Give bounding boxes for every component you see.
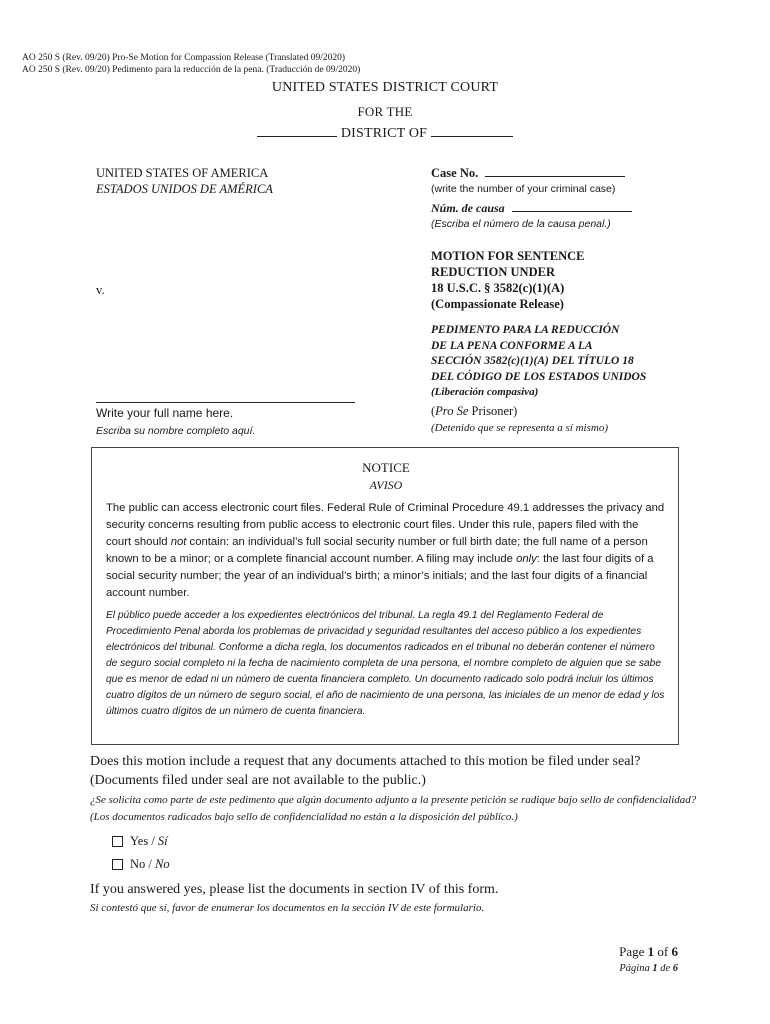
pagina-current: 1 [652,963,658,974]
yes-checkbox[interactable] [112,836,123,847]
motion-title-en-line: REDUCTION UNDER [431,265,555,279]
form-id-line-es: AO 250 S (Rev. 09/20) Pedimento para la reducción de la pena. (Traducción de 09/2020) [22,65,361,75]
pagina-total: 6 [672,963,678,974]
motion-title-es-line: PEDIMENTO PARA LA REDUCCIÓN [431,324,620,336]
notice-title-en: NOTICE [362,460,410,475]
no-option[interactable] [112,857,170,872]
case-no-row [431,166,625,181]
case-no-label: Case No. [431,166,479,180]
notice-paragraph-es: El público puede acceder a los expedientes electrónicos del tribunal. La regla 49.1 del Reglamento Federal de Procedimiento Penal aborda los problemas de privacidad y seguridad resultantes del acceso público a los expedientes electrónicos del tribunal. Conforme a dicha regla, los documentos radicados en el tribunal no deberán contener el número de seguro social completo ni la fecha de nacimiento completa de una persona, el nombre completo de alguien que se sabe que es menor de edad ni un número de cuenta financiera completo. Un documento radicado solo podrá incluir los últimos cuatro dígitos de un número de seguro social, el año de nacimiento de una persona, las iniciales de un menor de edad y los últimos cuatro dígitos de un número de cuenta financiera. [106,610,665,717]
motion-title-es-line: DE LA PENA CONFORME A LA [431,339,593,352]
yes-label-es: Sí [157,834,168,848]
district-blank-left[interactable] [257,136,337,137]
district-line [0,126,770,142]
defendant-name-line[interactable] [96,402,355,403]
no-label-en: No / [130,857,152,871]
motion-title-es-line: DEL CÓDIGO DE LOS ESTADOS UNIDOS [431,370,647,383]
pro-se-rest: Prisoner) [468,404,518,418]
page-total: 6 [671,944,678,959]
name-label-en: Write your full name here. [96,406,234,420]
court-name: UNITED STATES DISTRICT COURT [271,80,499,95]
versus: v. [96,283,105,297]
motion-title-en-line: MOTION FOR SENTENCE [431,249,585,263]
seal-question-en [90,752,710,790]
page-word: Page [619,944,645,959]
pagina-de: de [660,963,671,974]
page-current: 1 [647,944,655,959]
motion-title-en-line: (Compassionate Release) [431,297,564,311]
num-causa-field[interactable] [512,211,632,212]
seal-question-es: ¿Se solicita como parte de este pedimento que algún documento adjunto a la presente petición se radique bajo sello de confidencialidad? (Los documentos radicados bajo sello de confidencialidad no están a la disposición del público.) [90,794,697,823]
district-of-label: DISTRICT OF [340,126,428,141]
motion-title-es [431,323,646,401]
motion-title-es-line: (Liberación compasiva) [431,386,539,398]
pro-se-italic: Pro Se [435,404,469,418]
pro-se-en: (Pro Se Prisoner) [431,404,518,418]
district-blank-right[interactable] [431,136,513,137]
notice-paragraph-en [106,500,666,602]
notice-en-emph: not [170,536,187,548]
name-label-es: Escriba su nombre completo aquí. [96,425,256,437]
pagina-word: Página [619,963,650,974]
num-causa-row [431,201,632,216]
plaintiff-es: ESTADOS UNIDOS DE AMÉRICA [96,182,273,196]
notice-title-es: AVISO [369,478,403,492]
no-checkbox[interactable] [112,859,123,870]
notice-en-part: : the last four digits of a social security number; the year of an individual’s birth; a minor’s initials; and the last four digits of a financial account number. [106,553,654,599]
case-no-field[interactable] [485,176,625,177]
no-label-es: No [155,857,170,871]
case-no-hint: (write the number of your criminal case) [431,183,616,195]
notice-box [91,447,679,745]
seal-question-en-line1: Does this motion include a request that any documents attached to this motion be filed under seal? [90,754,641,769]
form-id-line-en: AO 250 S (Rev. 09/20) Pro-Se Motion for Compassion Release (Translated 09/2020) [22,53,346,63]
page-number-es [619,963,678,974]
motion-title-en [431,248,585,312]
notice-en-emph: only [516,553,537,565]
notice-en-part: contain: an individual’s full social security number or full birth date; the full name of a person known to be a minor; or a complete financial account number. A filing may include [106,536,648,565]
page-of: of [657,944,669,959]
yes-label-en: Yes / [130,834,155,848]
seal-question-en-line2: (Documents filed under seal are not available to the public.) [90,773,426,788]
court-for-the: FOR THE [357,104,413,119]
motion-title-es-line: SECCIÓN 3582(c)(1)(A) DEL TÍTULO 18 [431,355,634,367]
plaintiff-en: UNITED STATES OF AMERICA [96,166,269,180]
num-causa-hint: (Escriba el número de la causa penal.) [431,218,611,230]
yes-option[interactable] [112,834,168,849]
num-causa-label: Núm. de causa [431,201,505,215]
followup-en: If you answered yes, please list the documents in section IV of this form. [90,882,499,897]
notice-en-part: The public can access electronic court files. Federal Rule of Criminal Procedure 49.1 addresses the privacy and security concerns resulting from public access to electronic court files. Under this rule, papers filed with the court should [106,502,665,548]
page-number-en [619,944,678,960]
followup-es: Si contestó que sí, favor de enumerar los documentos en la sección IV de este formulario. [90,902,485,914]
pro-se-es: (Detenido que se representa a sí mismo) [431,422,608,434]
motion-title-en-line: 18 U.S.C. § 3582(c)(1)(A) [431,281,565,295]
